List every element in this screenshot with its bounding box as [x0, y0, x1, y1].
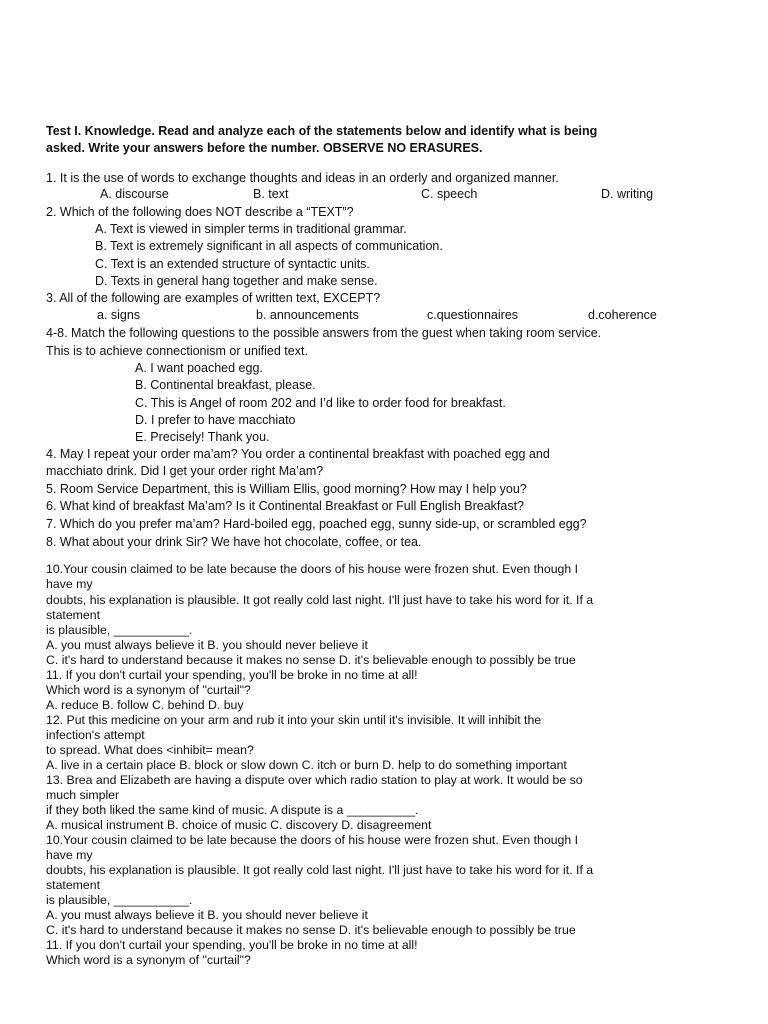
match-question-8: 8. What about your drink Sir? We have hot chocolate, coffee, or tea. — [46, 535, 422, 549]
s2-line: doubts, his explanation is plausible. It got really cold last night. I'll just have to take his word for it. If a — [46, 593, 594, 607]
q3-option-c: c.questionnaires — [427, 308, 519, 322]
s2-line: is plausible, ___________. — [46, 893, 193, 907]
match-question-5: 5. Room Service Department, this is William Ellis, good morning? How may I help you? — [46, 482, 527, 496]
s2-line: A. reduce B. follow C. behind D. buy — [46, 698, 244, 712]
match-answer-b: B. Continental breakfast, please. — [135, 378, 316, 392]
s2-line: 10.Your cousin claimed to be late because the doors of his house were frozen shut. Even though I — [46, 562, 579, 576]
match-question-6: 6. What kind of breakfast Ma’am? Is it Continental Breakfast or Full English Breakfast? — [46, 499, 524, 513]
q1-option-b: B. text — [253, 187, 289, 201]
q2-option-a: A. Text is viewed in simpler terms in traditional grammar. — [95, 222, 407, 236]
s2-line: Which word is a synonym of "curtail"? — [46, 953, 251, 967]
s2-line: 12. Put this medicine on your arm and rub it into your skin until it's invisible. It will inhibit the — [46, 713, 542, 727]
s2-line: 13. Brea and Elizabeth are having a dispute over which radio station to play at work. It would be so — [46, 773, 583, 787]
s2-line: if they both liked the same kind of music. A dispute is a __________. — [46, 803, 419, 817]
match-intro-line-2: This is to achieve connectionism or unified text. — [46, 344, 308, 358]
test-instructions — [46, 123, 726, 157]
s2-line: A. you must always believe it B. you should never believe it — [46, 908, 368, 922]
s2-line: have my — [46, 848, 93, 862]
s2-line: C. it's hard to understand because it makes no sense D. it's believable enough to possibly be true — [46, 923, 576, 937]
s2-line: Which word is a synonym of "curtail"? — [46, 683, 251, 697]
instructions-line-2: asked. Write your answers before the number. OBSERVE NO ERASURES. — [46, 141, 483, 155]
q1-option-d: D. writing — [601, 187, 654, 201]
s2-line: statement — [46, 608, 100, 622]
match-question-4-line-2: macchiato drink. Did I get your order right Ma’am? — [46, 464, 324, 478]
match-answer-e: E. Precisely! Thank you. — [135, 430, 270, 444]
s2-line: A. live in a certain place B. block or slow down C. itch or burn D. help to do something important — [46, 758, 567, 772]
s2-line: have my — [46, 577, 93, 591]
instructions-line-1: Test I. Knowledge. Read and analyze each of the statements below and identify what is being — [46, 124, 598, 138]
s2-line: infection's attempt — [46, 728, 145, 742]
q2-option-b: B. Text is extremely significant in all aspects of communication. — [95, 239, 443, 253]
q2-option-c: C. Text is an extended structure of syntactic units. — [95, 257, 370, 271]
q3-option-a: a. signs — [97, 308, 141, 322]
match-answer-a: A. I want poached egg. — [135, 361, 263, 375]
q3-option-d: d.coherence — [588, 308, 657, 322]
s2-line: C. it's hard to understand because it makes no sense D. it's believable enough to possibly be true — [46, 653, 576, 667]
match-intro-line-1: 4-8. Match the following questions to the possible answers from the guest when taking room service. — [46, 326, 602, 340]
q3-question: 3. All of the following are examples of written text, EXCEPT? — [46, 291, 381, 305]
s2-line: to spread. What does <inhibit= mean? — [46, 743, 254, 757]
q1-option-c: C. speech — [421, 187, 478, 201]
q3-option-b: b. announcements — [256, 308, 359, 322]
q2-option-d: D. Texts in general hang together and make sense. — [95, 274, 378, 288]
s2-line: A. musical instrument B. choice of music C. discovery D. disagreement — [46, 818, 432, 832]
s2-line: 10.Your cousin claimed to be late because the doors of his house were frozen shut. Even though I — [46, 833, 579, 847]
match-question-4-line-1: 4. May I repeat your order ma’am? You order a continental breakfast with poached egg and — [46, 447, 550, 461]
q2-question: 2. Which of the following does NOT describe a “TEXT”? — [46, 205, 354, 219]
s2-line: A. you must always believe it B. you should never believe it — [46, 638, 368, 652]
match-question-7: 7. Which do you prefer ma’am? Hard-boiled egg, poached egg, sunny side-up, or scrambled egg? — [46, 517, 587, 531]
s2-line: 11. If you don't curtail your spending, you'll be broke in no time at all! — [46, 938, 418, 952]
s2-line: statement — [46, 878, 100, 892]
s2-line: is plausible, ___________. — [46, 623, 193, 637]
s2-line: 11. If you don't curtail your spending, you'll be broke in no time at all! — [46, 668, 418, 682]
match-answer-c: C. This is Angel of room 202 and I’d like to order food for breakfast. — [135, 396, 506, 410]
s2-line: much simpler — [46, 788, 120, 802]
q1-option-a: A. discourse — [100, 187, 169, 201]
q1-question: 1. It is the use of words to exchange thoughts and ideas in an orderly and organized manner. — [46, 171, 559, 185]
s2-line: doubts, his explanation is plausible. It got really cold last night. I'll just have to take his word for it. If a — [46, 863, 594, 877]
match-answer-d: D. I prefer to have macchiato — [135, 413, 296, 427]
